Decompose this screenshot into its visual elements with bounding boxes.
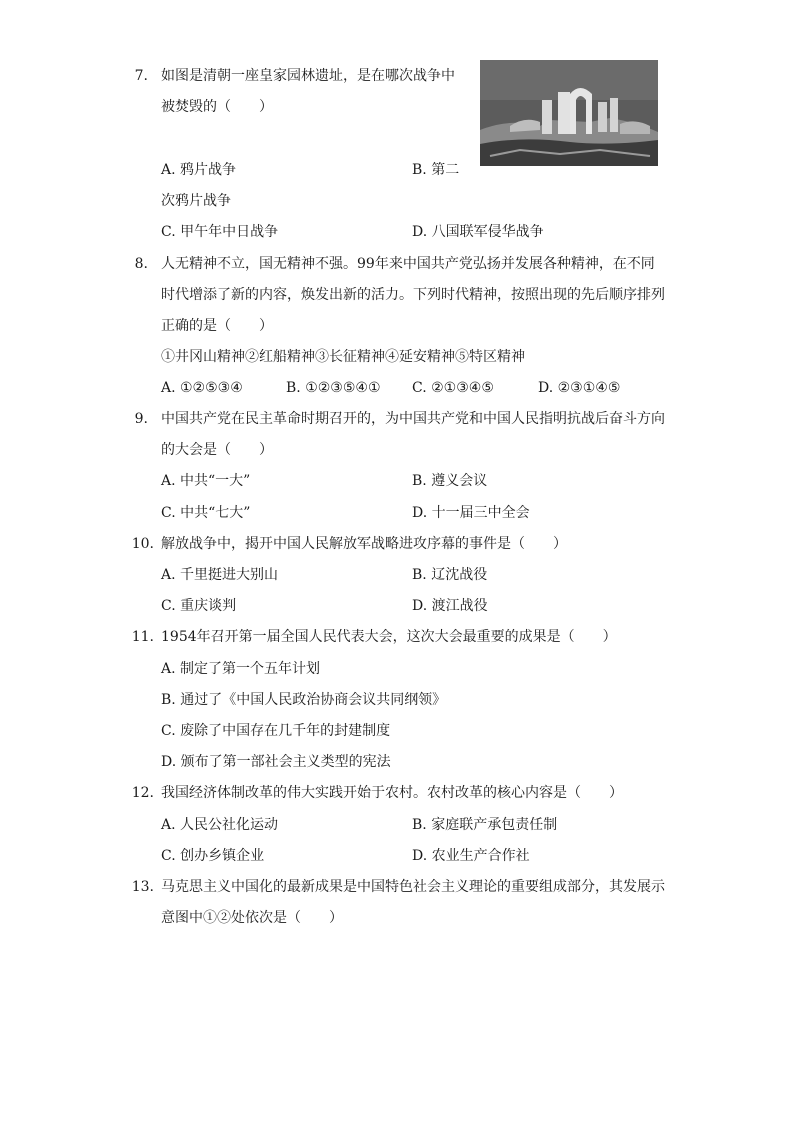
question-stem: 中国共产党在民主革命时期召开的，为中国共产党和中国人民指明抗战后奋斗方向 <box>161 411 665 427</box>
item-list: ①井冈山精神②红船精神③长征精神④延安精神⑤特区精神 <box>161 349 525 365</box>
question-stem: 1954年召开第一届全国人民代表大会，这次大会最重要的成果是（ ） <box>161 629 617 645</box>
option-d: D. ②③①④⑤ <box>538 380 621 396</box>
option-b: B. ①②③⑤④① <box>286 380 381 396</box>
question-stem: 人无精神不立，国无精神不强。99年来中国共产党弘扬并发展各种精神，在不同 <box>161 256 655 272</box>
question-number: 7. <box>134 68 148 84</box>
option-d: D. 颁布了第一部社会主义类型的宪法 <box>161 754 391 770</box>
option-b-continued: 次鸦片战争 <box>161 193 231 209</box>
option-c: C. 废除了中国存在几千年的封建制度 <box>161 723 391 739</box>
question-number: 12. <box>131 785 154 801</box>
question-stem: 马克思主义中国化的最新成果是中国特色社会主义理论的重要组成部分，其发展示 <box>161 879 665 895</box>
option-b: B. 辽沈战役 <box>412 567 488 583</box>
option-b: B. 第二 <box>412 162 460 178</box>
question-stem: 我国经济体制改革的伟大实践开始于农村。农村改革的核心内容是（ ） <box>161 785 623 801</box>
question-stem: 如图是清朝一座皇家园林遗址，是在哪次战争中 <box>161 68 455 84</box>
question-number: 9. <box>134 411 148 427</box>
option-a: A. 鸦片战争 <box>161 162 237 178</box>
question-stem: 时代增添了新的内容，焕发出新的活力。下列时代精神，按照出现的先后顺序排列 <box>161 287 665 303</box>
question-number: 13. <box>131 879 154 895</box>
question-number: 8. <box>134 256 148 272</box>
question-stem: 正确的是（ ） <box>161 318 273 334</box>
option-b: B. 通过了《中国人民政治协商会议共同纲领》 <box>161 692 447 708</box>
question-stem: 解放战争中，揭开中国人民解放军战略进攻序幕的事件是（ ） <box>161 536 567 552</box>
ruins-photo <box>480 60 658 166</box>
question-stem: 被焚毁的（ ） <box>161 99 273 115</box>
option-c: C. 甲午年中日战争 <box>161 224 279 240</box>
option-d: D. 渡江战役 <box>412 598 488 614</box>
option-c: C. 重庆谈判 <box>161 598 237 614</box>
question-stem: 意图中①②处依次是（ ） <box>161 910 343 926</box>
option-d: D. 农业生产合作社 <box>412 848 530 864</box>
question-number: 10. <box>131 536 154 552</box>
ruins-illustration <box>480 60 658 166</box>
option-d: D. 八国联军侵华战争 <box>412 224 544 240</box>
option-d: D. 十一届三中全会 <box>412 505 530 521</box>
option-a: A. 中共“一大” <box>161 473 251 489</box>
option-a: A. 制定了第一个五年计划 <box>161 661 321 677</box>
question-stem: 的大会是（ ） <box>161 442 273 458</box>
option-a: A. ①②⑤③④ <box>161 380 243 396</box>
option-b: B. 遵义会议 <box>412 473 488 489</box>
question-number: 11. <box>131 629 154 645</box>
option-c: C. 创办乡镇企业 <box>161 848 265 864</box>
option-b: B. 家庭联产承包责任制 <box>412 817 558 833</box>
option-a: A. 千里挺进大别山 <box>161 567 279 583</box>
option-c: C. ②①③④⑤ <box>412 380 494 396</box>
option-a: A. 人民公社化运动 <box>161 817 279 833</box>
option-c: C. 中共“七大” <box>161 505 251 521</box>
